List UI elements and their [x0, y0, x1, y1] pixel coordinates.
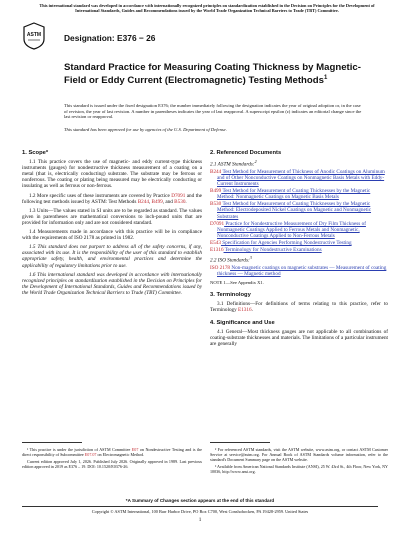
approved-note: This standard has been approved for use by agencies of the U.S. Department of Defense. [64, 127, 227, 132]
section-heading-significance: 4. Significance and Use [210, 319, 275, 326]
footnotes-right [210, 447, 388, 476]
section-heading-terminology: 3. Terminology [210, 292, 251, 299]
paragraph-3-1: 3.1 Definitions—For definitions of terms relating to this practice, refer to Terminology E1316. [210, 301, 388, 314]
paragraph-1-1: 1.1 This practice covers the use of magnetic- and eddy current-type thickness instruments (gauges) for nondestructive thickness measurement of a coating on a metal (that is, electrically conducting) substrate. The substrate may be ferrous or nonferrous. The coating or plating being measured may be electrically conducting or insulating as well as ferrous or non-ferrous. [22, 159, 202, 190]
ref-b530[interactable]: B530 Test Method for Measurement of Coating Thicknesses by the Magnetic Method: Electrodeposited Nickel Coatings on Magnetic and Nonmagnetic Substrates [210, 201, 372, 220]
wto-notice: This international standard was developed in accordance with internationally recognized principles on standardization established in the Decision on Principles for the Development of International Standards, Guides and Recommendations issued by the World Trade Organization Technical Barriers to Trade (TBT) Committee. [39, 3, 375, 14]
ref-iso-2178[interactable]: ISO 2178 Non-magnetic coatings on magnetic substrates — Measurement of coating thickness — Magnetic method [210, 264, 387, 278]
footnote-divider-left [22, 442, 82, 443]
ref-b499[interactable]: B499 Test Method for Measurement of Coating Thicknesses by the Magnetic Method: Nonmagnetic Coatings on Magnetic Basis Metals [210, 188, 371, 201]
left-column [22, 150, 202, 299]
astm-logo [22, 22, 46, 50]
ref-d7091[interactable]: D7091 Practice for Nondestructive Measurement of Dry Film Thickness of Nonmagnetic Coatings Applied to Ferrous Metals and Nonmagnetic, Nonconductive Coatings Applied to Non-Ferrous Metals [210, 220, 366, 239]
link-b244[interactable]: B244 [137, 198, 149, 205]
footnote-divider-right [210, 442, 270, 443]
paragraph-1-6: 1.6 This international standard was developed in accordance with internationally recognized principles on standardization established in the Decision on Principles for the Development of International Standards, Guides and Recommendations issued by the World Trade Organization Technical Barriers to Trade (TBT) Committee. [22, 271, 202, 296]
footnote-1: ¹ This practice is under the jurisdiction of ASTM Committee E07 on Nondestructive Testing and is the direct responsibility of Subcommittee E07.07 on Electromagnetic Method. Current edition approved July 1, 2026. Published July 2026. Originally approved in 1989. Last previous edition approved in 2019 as E376 – 19. DOI: 10.1520/E0376-26. [22, 447, 202, 469]
paragraph-1-5: 1.5 This standard does not purport to address all of the safety concerns, if any, associated with its use. It is the responsibility of the user of this standard to establish appropriate safety, health, and environmental practices and determine the applicability of regulatory limitations prior to use. [22, 244, 202, 269]
footnote-3: ³ Available from American National Standards Institute (ANSI), 25 W. 43rd St., 4th Floor, New York, NY 10036, http://www.ansi.org. [210, 464, 388, 474]
link-e07[interactable]: E07 [131, 447, 139, 452]
page-number: 1 [198, 517, 202, 523]
summary-of-changes-note: *A Summary of Changes section appears at the end of this standard [125, 498, 275, 503]
link-b499[interactable]: B499 [151, 198, 163, 205]
svg-text:ASTM: ASTM [26, 32, 42, 38]
bottom-divider [22, 506, 378, 507]
copyright-line: Copyright © ASTM International, 100 Barr Harbor Drive, PO Box C700, West Conshohocken, PA 19428-2959. United States [91, 509, 309, 514]
section-heading-referenced: 2. Referenced Documents [210, 150, 282, 156]
note-1: NOTE 1—See Appendix X1. [210, 280, 264, 286]
paragraph-4-1: 4.1 General—Most thickness gauges are not applicable to all combinations of coating-substrate thicknesses and materials. The limitations of a particular instrument are generally [210, 328, 388, 347]
ref-b244[interactable]: B244 Test Method for Measurement of Thickness of Anodic Coatings on Aluminum and of Other Nonconductive Coatings on Nonmagnetic Basis Metals with Eddy-Current Instruments [210, 168, 385, 188]
ref-e1316[interactable]: E1316 Terminology for Nondestructive Examinations [210, 247, 322, 254]
iso-standards-heading: 2.2 ISO Standards:$^3$ [210, 255, 252, 264]
link-b530[interactable]: B530 [174, 198, 186, 205]
ref-e543[interactable]: E543 Specification for Agencies Performing Nondestructive Testing [210, 239, 352, 246]
paragraph-1-3: 1.3 Units—The values stated in SI units are to be regarded as standard. The values given in parentheses are mathematical conversions to inch-pound units that are provided for information only and are not considered standard. [22, 207, 202, 226]
document-title: Standard Practice for Measuring Coating Thickness by Magnetic-Field or Eddy Current (Electromagnetic) Testing Methods$^1$ [64, 62, 361, 87]
issue-note: This standard is issued under the fixed designation E376; the number immediately following the designation indicates the year of original adoption or, in the case of revision, the year of last revision. A number in parentheses indicates the year of last reapproval. A superscript epsilon (ε) indicates an editorial change since the last revision or reapproval. [64, 103, 362, 120]
paragraph-1-4: 1.4 Measurements made in accordance with this practice will be in compliance with the requirements of ISO 2178 as printed in 1982. [22, 229, 202, 242]
section-heading-scope: 1. Scope* [22, 150, 49, 156]
link-e1316[interactable]: E1316 [238, 307, 252, 314]
footnote-2: ² For referenced ASTM standards, visit the ASTM website, www.astm.org, or contact ASTM Customer Service at service@astm.org. For Annual Book of ASTM Standards volume information, refer to the standard's Document Summary page on the ASTM website. [210, 447, 388, 462]
designation: Designation: E376 − 26 [64, 33, 156, 43]
right-column [210, 150, 388, 350]
paragraph-1-2: 1.2 More specific uses of these instruments are covered by Practice D7091 and the following test methods issued by ASTM: Test Methods B244, B499, and B530. [22, 192, 202, 205]
astm-standards-heading: 2.1 ASTM Standards:$^2$ [210, 159, 257, 168]
link-d7091[interactable]: D7091 [171, 192, 186, 199]
link-e07-07[interactable]: E07.07 [84, 452, 97, 457]
